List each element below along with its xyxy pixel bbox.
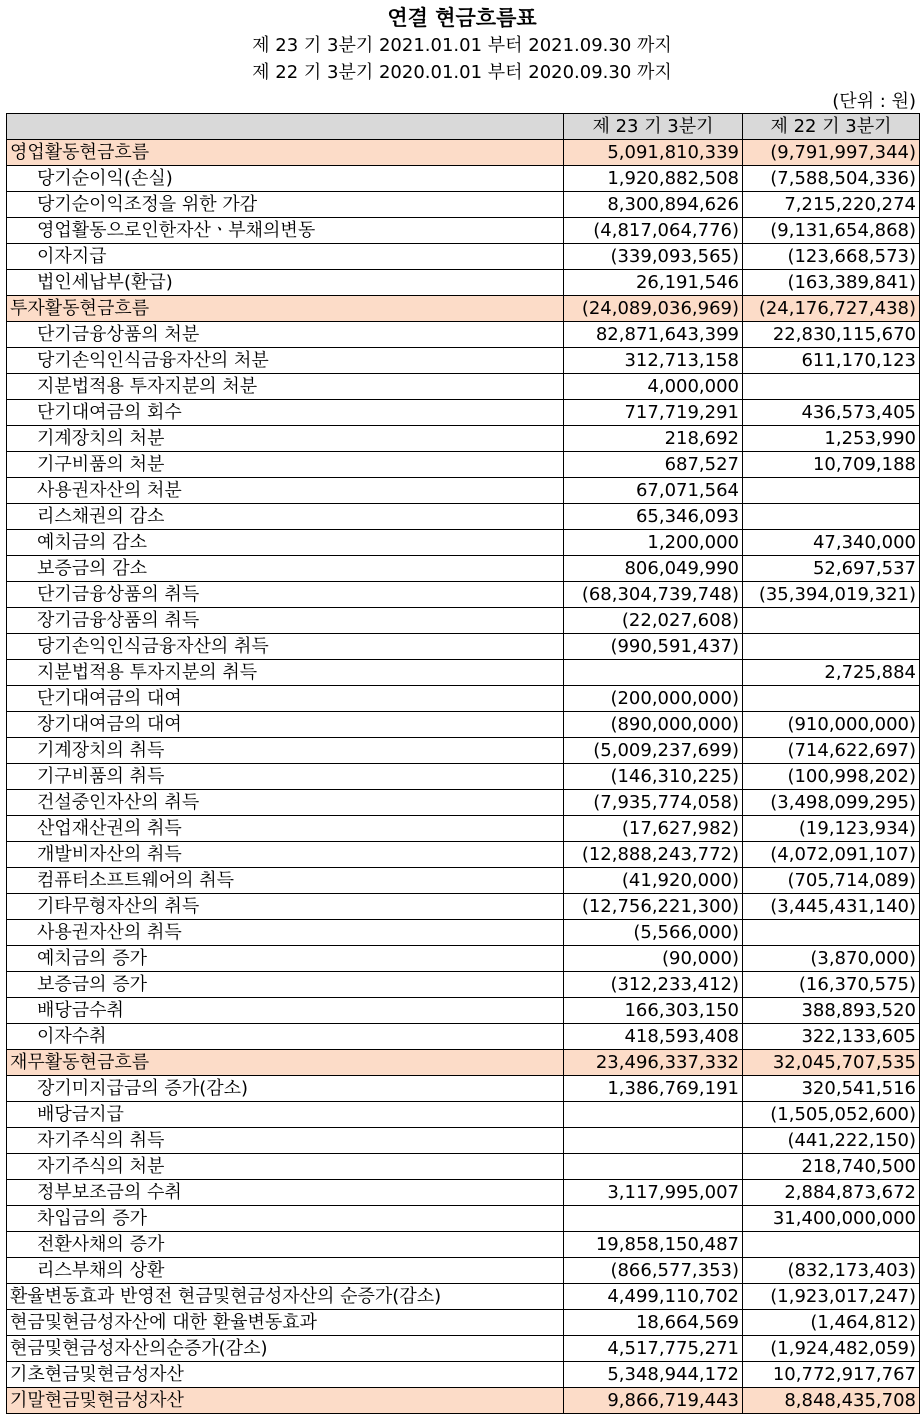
row-current-value: (4,817,064,776) (564, 218, 743, 244)
table-row (7, 842, 920, 868)
row-current-value: 1,920,882,508 (564, 166, 743, 192)
row-prior-value (743, 1232, 920, 1258)
row-prior-value: (3,445,431,140) (743, 894, 920, 920)
row-current-value: (990,591,437) (564, 634, 743, 660)
table-row (7, 816, 920, 842)
row-prior-value: (16,370,575) (743, 972, 920, 998)
row-current-value: (41,920,000) (564, 868, 743, 894)
row-current-value: 18,664,569 (564, 1310, 743, 1336)
row-current-value: 5,348,944,172 (564, 1362, 743, 1388)
row-current-value: (5,566,000) (564, 920, 743, 946)
row-label: 단기대여금의 대여 (7, 686, 564, 712)
row-label: 기초현금및현금성자산 (7, 1362, 564, 1388)
row-prior-value (743, 478, 920, 504)
row-current-value (564, 660, 743, 686)
row-label: 단기금융상품의 취득 (7, 582, 564, 608)
current-period-line: 제 23 기 3분기 2021.01.01 부터 2021.09.30 까지 (252, 35, 672, 56)
row-current-value: (890,000,000) (564, 712, 743, 738)
row-label: 단기금융상품의 처분 (7, 322, 564, 348)
row-label: 지분법적용 투자지분의 취득 (7, 660, 564, 686)
row-label: 현금및현금성자산에 대한 환율변동효과 (7, 1310, 564, 1336)
row-prior-value: 10,772,917,767 (743, 1362, 920, 1388)
row-label: 장기대여금의 대여 (7, 712, 564, 738)
row-prior-value: (832,173,403) (743, 1258, 920, 1284)
table-row (7, 322, 920, 348)
table-row (7, 1232, 920, 1258)
row-prior-value: 2,725,884 (743, 660, 920, 686)
row-current-value: 9,866,719,443 (564, 1388, 743, 1414)
row-label: 기타무형자산의 취득 (7, 894, 564, 920)
table-row (7, 1310, 920, 1336)
table-row (7, 1154, 920, 1180)
row-label: 차입금의 증가 (7, 1206, 564, 1232)
row-label: 정부보조금의 수취 (7, 1180, 564, 1206)
table-row (7, 738, 920, 764)
row-prior-value (743, 634, 920, 660)
table-row (7, 712, 920, 738)
unit-label: (단위 : 원) (832, 91, 916, 112)
row-label: 기말현금및현금성자산 (7, 1388, 564, 1414)
row-current-value (564, 1206, 743, 1232)
row-prior-value: (35,394,019,321) (743, 582, 920, 608)
row-label: 예치금의 증가 (7, 946, 564, 972)
row-label: 예치금의 감소 (7, 530, 564, 556)
row-current-value: 65,346,093 (564, 504, 743, 530)
table-row (7, 660, 920, 686)
row-prior-value: (3,498,099,295) (743, 790, 920, 816)
row-prior-value: 7,215,220,274 (743, 192, 920, 218)
row-current-value: (12,888,243,772) (564, 842, 743, 868)
row-prior-value: (1,924,482,059) (743, 1336, 920, 1362)
row-current-value: (7,935,774,058) (564, 790, 743, 816)
row-current-value: (866,577,353) (564, 1258, 743, 1284)
table-row (7, 218, 920, 244)
row-prior-value: 32,045,707,535 (743, 1050, 920, 1076)
table-row (7, 374, 920, 400)
table-row (7, 1336, 920, 1362)
row-prior-value: 218,740,500 (743, 1154, 920, 1180)
table-row (7, 556, 920, 582)
row-prior-value: (1,505,052,600) (743, 1102, 920, 1128)
row-label: 이자수취 (7, 1024, 564, 1050)
row-label: 당기순이익조정을 위한 가감 (7, 192, 564, 218)
row-prior-value: 31,400,000,000 (743, 1206, 920, 1232)
row-label: 리스채권의 감소 (7, 504, 564, 530)
row-prior-value: (19,123,934) (743, 816, 920, 842)
row-current-value: 4,517,775,271 (564, 1336, 743, 1362)
row-prior-value: (9,131,654,868) (743, 218, 920, 244)
row-prior-value: 1,253,990 (743, 426, 920, 452)
row-label: 당기손익인식금융자산의 처분 (7, 348, 564, 374)
row-current-value: (5,009,237,699) (564, 738, 743, 764)
table-row (7, 1024, 920, 1050)
row-prior-value: 2,884,873,672 (743, 1180, 920, 1206)
header-current-period: 제 23 기 3분기 (564, 114, 743, 140)
header-row (7, 114, 920, 140)
table-row (7, 1258, 920, 1284)
table-row (7, 166, 920, 192)
row-current-value: 23,496,337,332 (564, 1050, 743, 1076)
row-prior-value: 322,133,605 (743, 1024, 920, 1050)
row-prior-value: (24,176,727,438) (743, 296, 920, 322)
row-current-value: (22,027,608) (564, 608, 743, 634)
row-current-value: 4,000,000 (564, 374, 743, 400)
table-row (7, 140, 920, 166)
row-label: 이자지급 (7, 244, 564, 270)
row-label: 보증금의 감소 (7, 556, 564, 582)
table-row (7, 400, 920, 426)
statement-title: 연결 현금흐름표 (387, 6, 537, 30)
row-current-value: 418,593,408 (564, 1024, 743, 1050)
row-current-value: 806,049,990 (564, 556, 743, 582)
row-current-value: 1,200,000 (564, 530, 743, 556)
row-current-value: 8,300,894,626 (564, 192, 743, 218)
row-current-value: 19,858,150,487 (564, 1232, 743, 1258)
row-label: 기계장치의 처분 (7, 426, 564, 452)
table-row (7, 1128, 920, 1154)
row-label: 개발비자산의 취득 (7, 842, 564, 868)
row-label: 건설중인자산의 취득 (7, 790, 564, 816)
row-prior-value: 52,697,537 (743, 556, 920, 582)
row-label: 투자활동현금흐름 (7, 296, 564, 322)
row-current-value: 82,871,643,399 (564, 322, 743, 348)
cash-flow-table (6, 113, 920, 1414)
table-row (7, 478, 920, 504)
row-prior-value: 388,893,520 (743, 998, 920, 1024)
table-body (7, 140, 920, 1414)
row-current-value: (12,756,221,300) (564, 894, 743, 920)
row-label: 당기손익인식금융자산의 취득 (7, 634, 564, 660)
row-prior-value (743, 920, 920, 946)
row-prior-value: (1,464,812) (743, 1310, 920, 1336)
row-prior-value: (100,998,202) (743, 764, 920, 790)
row-current-value (564, 1128, 743, 1154)
row-current-value: 166,303,150 (564, 998, 743, 1024)
table-row (7, 608, 920, 634)
row-prior-value: (9,791,997,344) (743, 140, 920, 166)
header-prior-period: 제 22 기 3분기 (743, 114, 920, 140)
header-item (7, 114, 564, 140)
row-current-value: 1,386,769,191 (564, 1076, 743, 1102)
row-prior-value: (441,222,150) (743, 1128, 920, 1154)
table-row (7, 1284, 920, 1310)
row-current-value: (200,000,000) (564, 686, 743, 712)
row-label: 배당금수취 (7, 998, 564, 1024)
row-prior-value (743, 374, 920, 400)
table-row (7, 1206, 920, 1232)
row-current-value: (24,089,036,969) (564, 296, 743, 322)
table-row (7, 530, 920, 556)
row-current-value: 67,071,564 (564, 478, 743, 504)
row-label: 보증금의 증가 (7, 972, 564, 998)
table-row (7, 192, 920, 218)
row-label: 기구비품의 처분 (7, 452, 564, 478)
row-label: 현금및현금성자산의순증가(감소) (7, 1336, 564, 1362)
prior-period-line: 제 22 기 3분기 2020.01.01 부터 2020.09.30 까지 (252, 62, 672, 83)
table-row (7, 634, 920, 660)
row-current-value: 3,117,995,007 (564, 1180, 743, 1206)
row-prior-value: 436,573,405 (743, 400, 920, 426)
table-row (7, 1102, 920, 1128)
row-prior-value: 47,340,000 (743, 530, 920, 556)
row-label: 영업활동현금흐름 (7, 140, 564, 166)
table-row (7, 504, 920, 530)
table-row (7, 244, 920, 270)
row-current-value: (68,304,739,748) (564, 582, 743, 608)
row-label: 환율변동효과 반영전 현금및현금성자산의 순증가(감소) (7, 1284, 564, 1310)
row-prior-value: (705,714,089) (743, 868, 920, 894)
row-label: 기계장치의 취득 (7, 738, 564, 764)
row-current-value: 26,191,546 (564, 270, 743, 296)
row-label: 영업활동으로인한자산ㆍ부채의변동 (7, 218, 564, 244)
row-label: 장기미지급금의 증가(감소) (7, 1076, 564, 1102)
row-current-value: (339,093,565) (564, 244, 743, 270)
row-label: 사용권자산의 취득 (7, 920, 564, 946)
table-row (7, 790, 920, 816)
row-prior-value: (1,923,017,247) (743, 1284, 920, 1310)
table-row (7, 764, 920, 790)
table-row (7, 426, 920, 452)
row-label: 자기주식의 취득 (7, 1128, 564, 1154)
row-prior-value (743, 686, 920, 712)
row-prior-value: 10,709,188 (743, 452, 920, 478)
row-prior-value: 320,541,516 (743, 1076, 920, 1102)
row-current-value: 218,692 (564, 426, 743, 452)
row-label: 배당금지급 (7, 1102, 564, 1128)
row-label: 컴퓨터소프트웨어의 취득 (7, 868, 564, 894)
row-current-value: 717,719,291 (564, 400, 743, 426)
row-label: 자기주식의 처분 (7, 1154, 564, 1180)
row-prior-value: (3,870,000) (743, 946, 920, 972)
row-label: 지분법적용 투자지분의 처분 (7, 374, 564, 400)
row-prior-value: (163,389,841) (743, 270, 920, 296)
row-current-value: (146,310,225) (564, 764, 743, 790)
row-label: 장기금융상품의 취득 (7, 608, 564, 634)
row-label: 전환사채의 증가 (7, 1232, 564, 1258)
row-prior-value: 8,848,435,708 (743, 1388, 920, 1414)
table-row (7, 868, 920, 894)
row-prior-value: (910,000,000) (743, 712, 920, 738)
row-label: 법인세납부(환급) (7, 270, 564, 296)
row-prior-value (743, 504, 920, 530)
row-prior-value: 611,170,123 (743, 348, 920, 374)
table-row (7, 1388, 920, 1414)
row-current-value: 312,713,158 (564, 348, 743, 374)
table-row (7, 1076, 920, 1102)
table-row (7, 452, 920, 478)
row-prior-value: (4,072,091,107) (743, 842, 920, 868)
row-prior-value: (714,622,697) (743, 738, 920, 764)
table-row (7, 686, 920, 712)
table-row (7, 998, 920, 1024)
table-row (7, 972, 920, 998)
table-row (7, 1362, 920, 1388)
row-label: 재무활동현금흐름 (7, 1050, 564, 1076)
row-prior-value: (7,588,504,336) (743, 166, 920, 192)
row-current-value: 687,527 (564, 452, 743, 478)
table-row (7, 1180, 920, 1206)
row-label: 산업재산권의 취득 (7, 816, 564, 842)
row-current-value: (312,233,412) (564, 972, 743, 998)
row-prior-value: (123,668,573) (743, 244, 920, 270)
row-label: 기구비품의 취득 (7, 764, 564, 790)
table-row (7, 270, 920, 296)
table-row (7, 894, 920, 920)
row-label: 사용권자산의 처분 (7, 478, 564, 504)
row-current-value: (17,627,982) (564, 816, 743, 842)
table-row (7, 582, 920, 608)
table-row (7, 296, 920, 322)
row-current-value: 5,091,810,339 (564, 140, 743, 166)
row-prior-value: 22,830,115,670 (743, 322, 920, 348)
row-prior-value (743, 608, 920, 634)
row-label: 당기순이익(손실) (7, 166, 564, 192)
table-row (7, 1050, 920, 1076)
row-current-value: (90,000) (564, 946, 743, 972)
row-current-value (564, 1102, 743, 1128)
row-label: 리스부채의 상환 (7, 1258, 564, 1284)
table-row (7, 946, 920, 972)
row-label: 단기대여금의 회수 (7, 400, 564, 426)
row-current-value: 4,499,110,702 (564, 1284, 743, 1310)
row-current-value (564, 1154, 743, 1180)
table-row (7, 920, 920, 946)
table-row (7, 348, 920, 374)
